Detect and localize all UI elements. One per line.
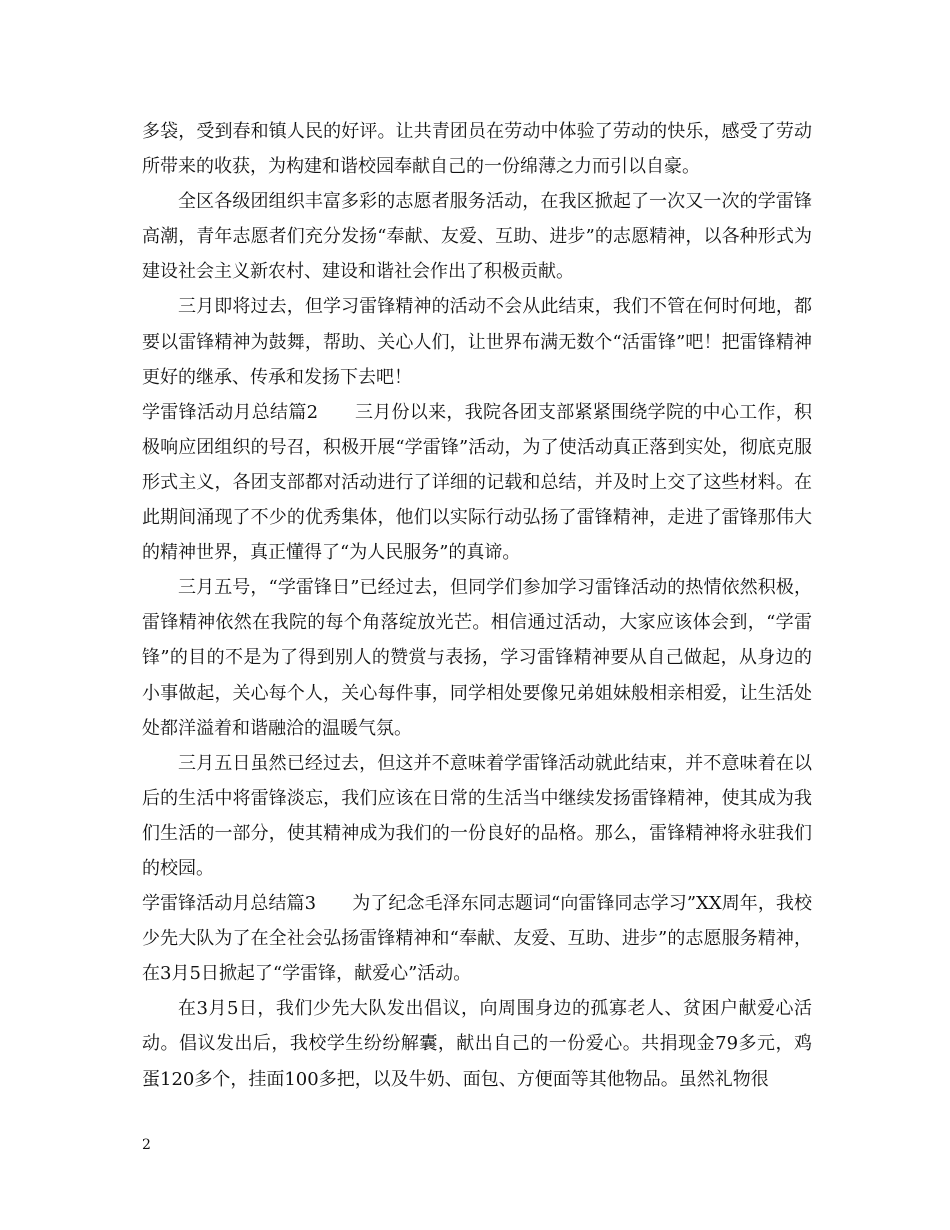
paragraph: 多袋，受到春和镇人民的好评。让共青团员在劳动中体验了劳动的快乐，感受了劳动所带来的收获，为构建和谐校园奉献自己的一份绵薄之力而引以自豪。 <box>142 121 812 178</box>
section-heading-paragraph: 学雷锋活动月总结篇2 三月份以来，我院各团支部紧紧围绕学院的中心工作，积极响应团组织的号召，积极开展“学雷锋”活动，为了使活动真正落到实处，彻底克服形式主义，各团支部都对活动进行了详细的记载和总结，并及时上交了这些材料。在此期间涌现了不少的优秀集体，他们以实际行动弘扬了雷锋精神，走进了雷锋那伟大的精神世界，真正懂得了“为人民服务”的真谛。 <box>142 401 812 564</box>
section-heading-paragraph: 学雷锋活动月总结篇3 为了纪念毛泽东同志题词“向雷锋同志学习”XX周年，我校少先大队为了在全社会弘扬雷锋精神和“奉献、友爱、互助、进步”的志愿服务精神，在3月5日掀起了“学雷锋，献爱心”活动。 <box>142 893 812 985</box>
document-body <box>142 114 812 1097</box>
paragraph: 全区各级团组织丰富多彩的志愿者服务活动，在我区掀起了一次又一次的学雷锋高潮，青年志愿者们充分发扬“奉献、友爱、互助、进步”的志愿精神，以各种形式为建设社会主义新农村、建设和谐社会作出了积极贡献。 <box>142 191 812 283</box>
paragraph: 三月即将过去，但学习雷锋精神的活动不会从此结束，我们不管在何时何地，都要以雷锋精神为鼓舞，帮助、关心人们，让世界布满无数个“活雷锋”吧！把雷锋精神更好的继承、传承和发扬下去吧！ <box>142 296 812 388</box>
paragraph: 在3月5日，我们少先大队发出倡议，向周围身边的孤寡老人、贫困户献爱心活动。倡议发出后，我校学生纷纷解囊，献出自己的一份爱心。共捐现金79多元，鸡蛋120多个，挂面100多把，以及牛奶、面包、方便面等其他物品。虽然礼物很 <box>142 998 812 1090</box>
paragraph: 三月五日虽然已经过去，但这并不意味着学雷锋活动就此结束，并不意味着在以后的生活中将雷锋淡忘，我们应该在日常的生活当中继续发扬雷锋精神，使其成为我们生活的一部分，使其精神成为我们的一份良好的品格。那么，雷锋精神将永驻我们的校园。 <box>142 752 812 879</box>
paragraph: 三月五号，“学雷锋日”已经过去，但同学们参加学习雷锋活动的热情依然积极，雷锋精神依然在我院的每个角落绽放光芒。相信通过活动，大家应该体会到，“学雷锋”的目的不是为了得到别人的赞赏与表扬，学习雷锋精神要从自己做起，从身边的小事做起，关心每个人，关心每件事，同学相处要像兄弟姐妹般相亲相爱，让生活处处都洋溢着和谐融洽的温暖气氛。 <box>142 577 812 739</box>
page-number: 2 <box>142 1137 151 1153</box>
